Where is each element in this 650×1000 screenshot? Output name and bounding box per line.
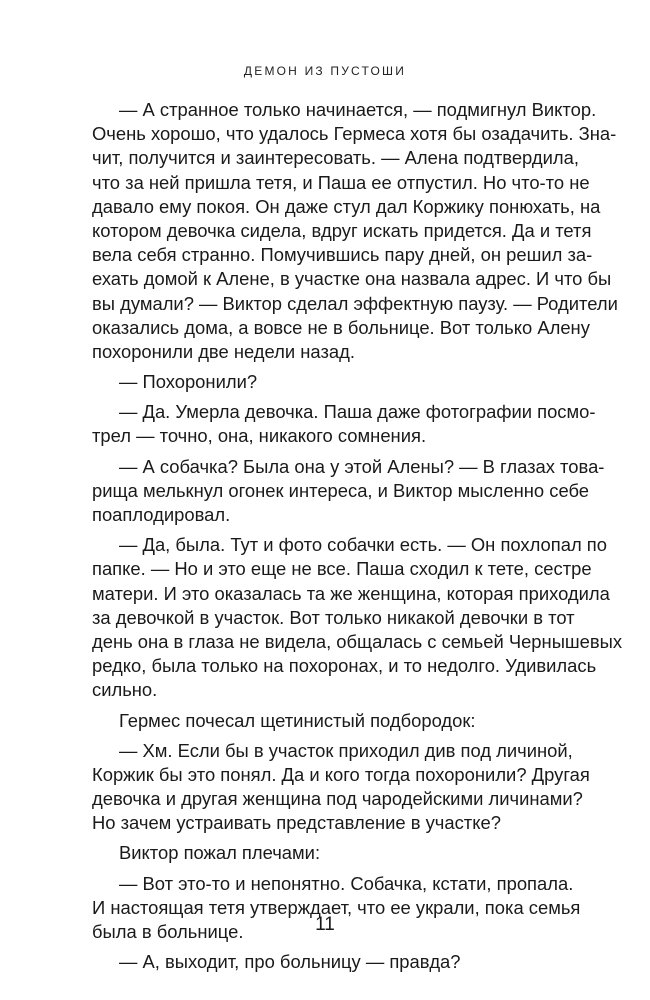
paragraph xyxy=(92,98,618,364)
text-line: вела себя странно. Помучившись пару дней, он решил за- xyxy=(92,244,593,266)
text-line: Но зачем устраивать представление в участке? xyxy=(92,812,501,834)
text-line: И настоящая тетя утверждает, что ее украли, пока семья xyxy=(92,896,581,918)
text-line: Очень хорошо, что удалось Гермеса хотя бы озадачить. Зна- xyxy=(92,123,617,145)
body-text xyxy=(92,98,623,980)
text-line: — А, выходит, про больницу — правда? xyxy=(119,951,461,973)
paragraph xyxy=(92,841,558,865)
text-line: вы думали? — Виктор сделал эффектную паузу. — Родители xyxy=(92,292,618,314)
text-line: — А странное только начинается, — подмигнул Виктор. xyxy=(119,99,597,120)
text-line: — Похоронили? xyxy=(119,371,258,393)
text-line: рища мелькнул огонек интереса, и Виктор мысленно себе xyxy=(92,479,590,501)
paragraph xyxy=(92,533,623,702)
paragraph xyxy=(92,709,558,733)
text-line: Коржик бы это понял. Да и кого тогда похоронили? Другая xyxy=(92,763,590,785)
running-head: ДЕМОН ИЗ ПУСТОШИ xyxy=(243,64,407,78)
paragraph xyxy=(92,739,590,836)
text-line: поаплодировал. xyxy=(92,504,231,525)
text-line: ехать домой к Алене, в участке она назвала адрес. И что бы xyxy=(92,268,612,290)
text-line: — Хм. Если бы в участок приходил див под личиной, xyxy=(119,739,573,761)
text-line: девочка и другая женщина под чародейскими личинами? xyxy=(92,788,583,810)
text-line: Гермес почесал щетинистый подбородок: xyxy=(119,709,476,731)
text-line: Виктор пожал плечами: xyxy=(119,842,321,864)
text-line: — Да, была. Тут и фото собачки есть. — Он похлопал по xyxy=(119,534,607,556)
text-line: за девочкой в участок. Вот только никакой девочки в тот xyxy=(92,606,575,628)
text-line: давало ему покоя. Он даже стул дал Коржику понюхать, на xyxy=(92,195,601,217)
paragraph xyxy=(92,400,596,448)
paragraph xyxy=(92,455,605,528)
text-line: похоронили две недели назад. xyxy=(92,340,355,362)
text-line: папке. — Но и это еще не все. Паша сходил к тете, сестре xyxy=(92,558,592,580)
text-line: — Да. Умерла девочка. Паша даже фотографии посмо- xyxy=(119,401,596,423)
text-line: — А собачка? Была она у этой Алены? — В глазах това- xyxy=(119,455,605,477)
text-line: — Вот это-то и непонятно. Собачка, кстати, пропала. xyxy=(119,872,574,894)
text-line: котором девочка сидела, вдруг искать придется. Да и тетя xyxy=(92,219,592,241)
text-line: матери. И это оказалась та же женщина, которая приходила xyxy=(92,582,610,604)
text-line: трел — точно, она, никакого сомнения. xyxy=(92,425,427,447)
text-line: оказались дома, а вовсе не в больнице. Вот только Алену xyxy=(92,316,590,338)
text-line: день она в глаза не видела, общалась с семьей Чернышевых xyxy=(92,630,623,652)
text-line: была в больнице. xyxy=(92,921,244,942)
text-line: чит, получится и заинтересовать. — Алена подтвердила, xyxy=(92,147,579,169)
paragraph xyxy=(92,370,558,394)
paragraph xyxy=(92,950,558,974)
text-line: редко, была только на похоронах, и то недолго. Удивилась xyxy=(92,655,597,677)
page-number: 11 xyxy=(315,914,335,935)
text-line: что за ней пришла тетя, и Паша ее отпустил. Но что-то не xyxy=(92,171,590,193)
text-line: сильно. xyxy=(92,679,158,701)
